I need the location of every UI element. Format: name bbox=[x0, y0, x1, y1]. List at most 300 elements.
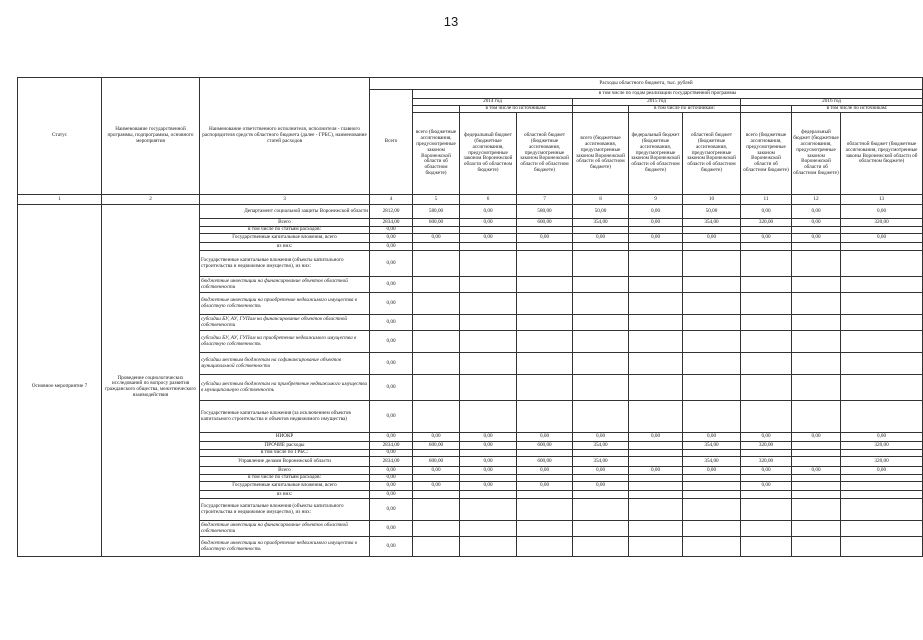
value-cell bbox=[841, 450, 923, 457]
value-cell bbox=[841, 227, 923, 234]
column-number: 4 bbox=[370, 195, 413, 205]
value-cell bbox=[413, 491, 460, 499]
value-cell bbox=[460, 251, 517, 277]
value-cell bbox=[517, 521, 573, 537]
value-cell bbox=[741, 375, 792, 401]
page-number: 13 bbox=[443, 14, 459, 29]
value-cell bbox=[460, 315, 517, 331]
value-cell: 0,00 bbox=[792, 219, 841, 227]
value-cell bbox=[629, 293, 683, 315]
value-cell bbox=[841, 475, 923, 482]
value-cell bbox=[413, 277, 460, 293]
value-cell bbox=[413, 499, 460, 521]
value-cell bbox=[741, 331, 792, 353]
value-cell: 0,00 bbox=[370, 293, 413, 315]
value-cell bbox=[517, 227, 573, 234]
value-cell: 0,00 bbox=[841, 234, 923, 243]
row-label: Департамент социальной защиты Воронежской области bbox=[200, 205, 370, 219]
header-year-2016: 2016 год bbox=[741, 99, 923, 106]
value-cell: 0,00 bbox=[370, 315, 413, 331]
row-label: бюджетные инвестиции на приобретение недвижимого имущества в областную собственность bbox=[200, 293, 370, 315]
value-cell: 0,00 bbox=[370, 499, 413, 521]
value-cell bbox=[629, 331, 683, 353]
value-cell bbox=[573, 293, 629, 315]
header-col-obl-2015: областной бюджет (бюджетные ассигнования, предусмотренные законом Воронежской области об областном бюджете) bbox=[683, 113, 741, 195]
row-label: субсидии местным бюджетам на софинансирование объектов муниципальной собственности bbox=[200, 353, 370, 375]
value-cell bbox=[460, 243, 517, 251]
value-cell: 0,00 bbox=[573, 433, 629, 442]
value-cell bbox=[629, 375, 683, 401]
value-cell bbox=[629, 353, 683, 375]
value-cell bbox=[573, 353, 629, 375]
value-cell: 0,00 bbox=[370, 433, 413, 442]
value-cell bbox=[683, 401, 741, 433]
header-col-fed-2014: федеральный бюджет (бюджетные ассигнования, предусмотренные законом Воронежской области об областном бюджете) bbox=[460, 113, 517, 195]
value-cell bbox=[841, 521, 923, 537]
value-cell: 0,00 bbox=[370, 251, 413, 277]
value-cell: 0,00 bbox=[370, 375, 413, 401]
value-cell bbox=[629, 537, 683, 557]
column-number: 13 bbox=[841, 195, 923, 205]
value-cell bbox=[741, 475, 792, 482]
value-cell: 0,00 bbox=[370, 353, 413, 375]
row-label: Государственные капитальные вложения, всего bbox=[200, 234, 370, 243]
value-cell: 320,00 bbox=[841, 219, 923, 227]
header-col-all-2014: всего (бюджетные ассигнования, предусмотренные законом Воронежской области об областном бюджете) bbox=[413, 113, 460, 195]
value-cell: 0,00 bbox=[792, 234, 841, 243]
header-year-2014: 2014 год bbox=[413, 99, 573, 106]
value-cell bbox=[517, 401, 573, 433]
value-cell: 600,00 bbox=[517, 457, 573, 467]
value-cell bbox=[517, 491, 573, 499]
value-cell bbox=[792, 375, 841, 401]
value-cell bbox=[683, 482, 741, 491]
value-cell bbox=[841, 499, 923, 521]
value-cell bbox=[741, 521, 792, 537]
value-cell bbox=[460, 277, 517, 293]
value-cell bbox=[683, 227, 741, 234]
value-cell: 0,00 bbox=[841, 205, 923, 219]
column-number: 12 bbox=[792, 195, 841, 205]
value-cell: 0,00 bbox=[370, 482, 413, 491]
value-cell bbox=[629, 227, 683, 234]
table-row bbox=[18, 219, 923, 227]
value-cell bbox=[573, 315, 629, 331]
value-cell bbox=[629, 482, 683, 491]
value-cell: 0,00 bbox=[460, 433, 517, 442]
value-cell bbox=[517, 450, 573, 457]
value-cell: 0,00 bbox=[741, 205, 792, 219]
value-cell bbox=[460, 227, 517, 234]
value-cell: 0,00 bbox=[573, 234, 629, 243]
row-label: Государственные капитальные вложения (объекты капитального строительства и недвижимое имущество), из них: bbox=[200, 499, 370, 521]
value-cell bbox=[413, 475, 460, 482]
value-cell bbox=[741, 243, 792, 251]
value-cell bbox=[792, 457, 841, 467]
status-cell: Основное мероприятие 7 bbox=[18, 219, 102, 557]
value-cell: 0,00 bbox=[517, 234, 573, 243]
value-cell bbox=[517, 537, 573, 557]
column-number: 11 bbox=[741, 195, 792, 205]
value-cell bbox=[573, 521, 629, 537]
value-cell bbox=[413, 353, 460, 375]
value-cell bbox=[792, 491, 841, 499]
value-cell bbox=[517, 499, 573, 521]
row-label: в том числе по статьям расходов: bbox=[200, 475, 370, 482]
value-cell: 0,00 bbox=[517, 433, 573, 442]
value-cell bbox=[683, 277, 741, 293]
value-cell bbox=[683, 450, 741, 457]
value-cell: 0,00 bbox=[460, 234, 517, 243]
header-by-source-2015: в том числе по источникам: bbox=[629, 106, 741, 113]
value-cell bbox=[460, 450, 517, 457]
row-label: НИОКР bbox=[200, 433, 370, 442]
value-cell: 0,00 bbox=[460, 467, 517, 475]
value-cell: 320,00 bbox=[741, 219, 792, 227]
value-cell bbox=[460, 331, 517, 353]
value-cell: 0,00 bbox=[370, 227, 413, 234]
value-cell bbox=[629, 251, 683, 277]
value-cell bbox=[683, 491, 741, 499]
value-cell: 0,00 bbox=[370, 537, 413, 557]
value-cell bbox=[741, 537, 792, 557]
value-cell bbox=[573, 375, 629, 401]
value-cell: 600,00 bbox=[517, 442, 573, 450]
row-label: ПРОЧИЕ расходы bbox=[200, 442, 370, 450]
header-status: Статус bbox=[18, 78, 102, 195]
header-col-all-2016: всего (бюджетные ассигнования, предусмотренные законом Воронежской области об областном бюджете) bbox=[741, 113, 792, 195]
row-label: из них: bbox=[200, 491, 370, 499]
value-cell: 320,00 bbox=[741, 442, 792, 450]
value-cell: 0,00 bbox=[573, 467, 629, 475]
value-cell bbox=[629, 521, 683, 537]
row-label: в том числе по статьям расходов: bbox=[200, 227, 370, 234]
row-label: бюджетные инвестиции на финансирование объектов областной собственности bbox=[200, 277, 370, 293]
header-col-fed-2016: федеральный бюджет (бюджетные ассигнования, предусмотренные законом Воронежской области об областном бюджете) bbox=[792, 113, 841, 195]
value-cell bbox=[573, 499, 629, 521]
value-cell bbox=[741, 450, 792, 457]
row-label: субсидии местным бюджетам на приобретение недвижимого имущества в муниципальную собственность bbox=[200, 375, 370, 401]
value-cell: 580,00 bbox=[517, 205, 573, 219]
value-cell bbox=[573, 537, 629, 557]
header-year-2015: 2015 год bbox=[573, 99, 741, 106]
value-cell: 320,00 bbox=[841, 457, 923, 467]
value-cell bbox=[629, 315, 683, 331]
value-cell: 580,00 bbox=[413, 205, 460, 219]
column-number: 9 bbox=[629, 195, 683, 205]
value-cell bbox=[792, 475, 841, 482]
value-cell bbox=[573, 401, 629, 433]
program-cell: Проведение социологических исследований по вопросу развития гражданского общества, межэтнического взаимодействия bbox=[102, 219, 200, 557]
value-cell bbox=[573, 450, 629, 457]
value-cell bbox=[573, 243, 629, 251]
value-cell bbox=[683, 475, 741, 482]
value-cell: 0,00 bbox=[460, 219, 517, 227]
row-label: в том числе по ГРБС: bbox=[200, 450, 370, 457]
value-cell bbox=[517, 243, 573, 251]
row-label: Всего bbox=[200, 219, 370, 227]
value-cell: 0,00 bbox=[370, 491, 413, 499]
value-cell bbox=[741, 315, 792, 331]
value-cell bbox=[413, 243, 460, 251]
value-cell bbox=[629, 491, 683, 499]
value-cell: 354,00 bbox=[573, 219, 629, 227]
column-number: 2 bbox=[102, 195, 200, 205]
value-cell: 0,00 bbox=[370, 450, 413, 457]
value-cell: 0,00 bbox=[841, 433, 923, 442]
value-cell bbox=[460, 521, 517, 537]
value-cell: 0,00 bbox=[629, 467, 683, 475]
value-cell bbox=[792, 251, 841, 277]
value-cell: 600,00 bbox=[517, 219, 573, 227]
value-cell bbox=[629, 442, 683, 450]
value-cell: 0,00 bbox=[413, 467, 460, 475]
value-cell bbox=[460, 491, 517, 499]
value-cell bbox=[413, 375, 460, 401]
value-cell bbox=[841, 243, 923, 251]
value-cell: 0,00 bbox=[460, 205, 517, 219]
header-col-obl-2016: областной бюджет (бюджетные ассигнования, предусмотренные законы Воронежской области об областном бюджете) bbox=[841, 113, 923, 195]
budget-table bbox=[17, 77, 923, 557]
value-cell: 354,00 bbox=[573, 457, 629, 467]
value-cell bbox=[629, 475, 683, 482]
column-number: 7 bbox=[517, 195, 573, 205]
value-cell bbox=[683, 499, 741, 521]
value-cell: 2834,00 bbox=[370, 219, 413, 227]
value-cell: 600,00 bbox=[413, 219, 460, 227]
value-cell bbox=[741, 401, 792, 433]
value-cell bbox=[629, 277, 683, 293]
value-cell: 0,00 bbox=[792, 433, 841, 442]
value-cell bbox=[629, 457, 683, 467]
row-label: Государственные капитальные вложения (объекты капитального строительства и недвижимое имущество), из них: bbox=[200, 251, 370, 277]
value-cell bbox=[517, 375, 573, 401]
value-cell bbox=[741, 277, 792, 293]
value-cell: 0,00 bbox=[629, 205, 683, 219]
value-cell: 0,00 bbox=[370, 467, 413, 475]
value-cell bbox=[683, 315, 741, 331]
column-number: 6 bbox=[460, 195, 517, 205]
value-cell bbox=[460, 293, 517, 315]
value-cell: 0,00 bbox=[683, 234, 741, 243]
value-cell: 50,00 bbox=[573, 205, 629, 219]
value-cell bbox=[573, 475, 629, 482]
value-cell bbox=[792, 450, 841, 457]
row-label: бюджетные инвестиции на финансирование объектов областной собственности bbox=[200, 521, 370, 537]
value-cell bbox=[460, 353, 517, 375]
value-cell: 0,00 bbox=[370, 234, 413, 243]
header-col-all-2015: всего (бюджетные ассигнования, предусмотренные законом Воронежской области об областном бюджете) bbox=[573, 113, 629, 195]
value-cell bbox=[683, 521, 741, 537]
value-cell: 0,00 bbox=[370, 521, 413, 537]
value-cell bbox=[573, 251, 629, 277]
value-cell: 0,00 bbox=[370, 277, 413, 293]
value-cell bbox=[792, 243, 841, 251]
value-cell: 354,00 bbox=[683, 219, 741, 227]
value-cell bbox=[841, 537, 923, 557]
header-col-fed-2015: федеральный бюджет (бюджетные ассигнования, предусмотренные законом Воронежской области об областном бюджете) bbox=[629, 113, 683, 195]
value-cell: 50,00 bbox=[683, 205, 741, 219]
column-number: 1 bbox=[18, 195, 102, 205]
header-col-obl-2014: областной бюджет (бюджетные ассигнования, предусмотренные законом Воронежской области об областном бюджете) bbox=[517, 113, 573, 195]
value-cell bbox=[683, 375, 741, 401]
value-cell bbox=[413, 315, 460, 331]
value-cell bbox=[741, 251, 792, 277]
value-cell bbox=[792, 315, 841, 331]
value-cell: 0,00 bbox=[741, 482, 792, 491]
header-by-source-2014: в том числе по источникам: bbox=[460, 106, 573, 113]
value-cell bbox=[841, 251, 923, 277]
value-cell: 0,00 bbox=[517, 467, 573, 475]
row-label: Всего bbox=[200, 467, 370, 475]
value-cell: 354,00 bbox=[683, 457, 741, 467]
header-by-year: в том числе по годам реализации государственной программы bbox=[413, 90, 923, 99]
value-cell bbox=[460, 401, 517, 433]
value-cell: 0,00 bbox=[413, 234, 460, 243]
value-cell: 0,00 bbox=[792, 467, 841, 475]
value-cell: 2834,00 bbox=[370, 442, 413, 450]
value-cell bbox=[683, 331, 741, 353]
value-cell: 0,00 bbox=[741, 467, 792, 475]
value-cell bbox=[792, 353, 841, 375]
column-number: 8 bbox=[573, 195, 629, 205]
value-cell: 2834,00 bbox=[370, 457, 413, 467]
header-executor: Наименование ответственного исполнителя, исполнителя - главного распорядителя средств областного бюджета (далее - ГРБС), наименование статей расходов bbox=[200, 78, 370, 195]
value-cell: 0,00 bbox=[460, 442, 517, 450]
value-cell bbox=[683, 243, 741, 251]
value-cell bbox=[792, 482, 841, 491]
column-number: 5 bbox=[413, 195, 460, 205]
value-cell bbox=[413, 537, 460, 557]
value-cell bbox=[841, 353, 923, 375]
value-cell: 0,00 bbox=[741, 433, 792, 442]
value-cell bbox=[741, 227, 792, 234]
value-cell bbox=[573, 277, 629, 293]
value-cell bbox=[413, 521, 460, 537]
header-expenses-title: Расходы областного бюджета, тыс. рублей bbox=[370, 78, 923, 90]
value-cell: 0,00 bbox=[629, 234, 683, 243]
value-cell: 0,00 bbox=[517, 482, 573, 491]
column-number: 10 bbox=[683, 195, 741, 205]
value-cell bbox=[841, 491, 923, 499]
value-cell bbox=[573, 331, 629, 353]
value-cell bbox=[460, 475, 517, 482]
value-cell bbox=[683, 537, 741, 557]
value-cell bbox=[741, 491, 792, 499]
header-total: Всего bbox=[370, 90, 413, 195]
value-cell bbox=[841, 315, 923, 331]
value-cell bbox=[841, 331, 923, 353]
value-cell bbox=[792, 227, 841, 234]
value-cell bbox=[460, 537, 517, 557]
header-program: Наименование государственной программы, подпрограммы, основного мероприятия bbox=[102, 78, 200, 195]
value-cell bbox=[741, 499, 792, 521]
value-cell bbox=[517, 251, 573, 277]
value-cell bbox=[741, 293, 792, 315]
value-cell bbox=[573, 227, 629, 234]
value-cell bbox=[841, 482, 923, 491]
value-cell: 320,00 bbox=[741, 457, 792, 467]
value-cell bbox=[792, 521, 841, 537]
value-cell bbox=[460, 375, 517, 401]
value-cell bbox=[792, 401, 841, 433]
value-cell bbox=[841, 375, 923, 401]
row-label: Государственные капитальные вложения, всего bbox=[200, 482, 370, 491]
value-cell: 0,00 bbox=[741, 234, 792, 243]
row-label: субсидии БУ, АУ, ГУПам на финансирование объектов областной собственности bbox=[200, 315, 370, 331]
value-cell bbox=[741, 353, 792, 375]
value-cell bbox=[460, 499, 517, 521]
value-cell: 0,00 bbox=[573, 482, 629, 491]
value-cell bbox=[792, 499, 841, 521]
value-cell bbox=[413, 293, 460, 315]
row-label: Государственные капитальные вложения (за исключением объектов капитального строительства и объектов недвижимого имущества) bbox=[200, 401, 370, 433]
value-cell: 0,00 bbox=[629, 433, 683, 442]
value-cell bbox=[683, 293, 741, 315]
value-cell bbox=[683, 353, 741, 375]
value-cell bbox=[841, 277, 923, 293]
value-cell bbox=[792, 442, 841, 450]
value-cell bbox=[841, 293, 923, 315]
value-cell: 0,00 bbox=[460, 482, 517, 491]
value-cell bbox=[629, 401, 683, 433]
value-cell bbox=[413, 401, 460, 433]
value-cell: 2812,00 bbox=[370, 205, 413, 219]
value-cell bbox=[517, 293, 573, 315]
value-cell: 0,00 bbox=[629, 219, 683, 227]
value-cell bbox=[792, 277, 841, 293]
column-number: 3 bbox=[200, 195, 370, 205]
value-cell: 0,00 bbox=[683, 467, 741, 475]
value-cell bbox=[517, 277, 573, 293]
value-cell bbox=[841, 401, 923, 433]
value-cell: 354,00 bbox=[573, 442, 629, 450]
value-cell: 0,00 bbox=[683, 433, 741, 442]
value-cell bbox=[683, 251, 741, 277]
value-cell bbox=[413, 251, 460, 277]
value-cell: 0,00 bbox=[460, 457, 517, 467]
value-cell bbox=[413, 227, 460, 234]
value-cell bbox=[413, 331, 460, 353]
value-cell bbox=[573, 491, 629, 499]
row-label: бюджетные инвестиции на приобретение недвижимого имущества в областную собственность bbox=[200, 537, 370, 557]
value-cell: 0,00 bbox=[792, 205, 841, 219]
value-cell: 320,00 bbox=[841, 442, 923, 450]
value-cell bbox=[629, 243, 683, 251]
value-cell: 0,00 bbox=[841, 467, 923, 475]
value-cell: 600,00 bbox=[413, 457, 460, 467]
row-label: субсидии БУ, АУ, ГУПам на приобретение недвижимого имущества в областную собственность bbox=[200, 331, 370, 353]
row-label: Управление делами Воронежской области bbox=[200, 457, 370, 467]
value-cell: 600,00 bbox=[413, 442, 460, 450]
value-cell: 0,00 bbox=[370, 243, 413, 251]
table-row bbox=[18, 205, 923, 219]
value-cell: 0,00 bbox=[413, 433, 460, 442]
value-cell bbox=[517, 353, 573, 375]
value-cell bbox=[792, 331, 841, 353]
value-cell: 0,00 bbox=[413, 482, 460, 491]
value-cell: 0,00 bbox=[370, 401, 413, 433]
row-label: из них: bbox=[200, 243, 370, 251]
value-cell: 354,00 bbox=[683, 442, 741, 450]
value-cell bbox=[629, 499, 683, 521]
value-cell bbox=[517, 475, 573, 482]
value-cell bbox=[413, 450, 460, 457]
value-cell bbox=[629, 450, 683, 457]
value-cell bbox=[792, 537, 841, 557]
column-numbers-row bbox=[18, 195, 923, 205]
value-cell bbox=[517, 331, 573, 353]
